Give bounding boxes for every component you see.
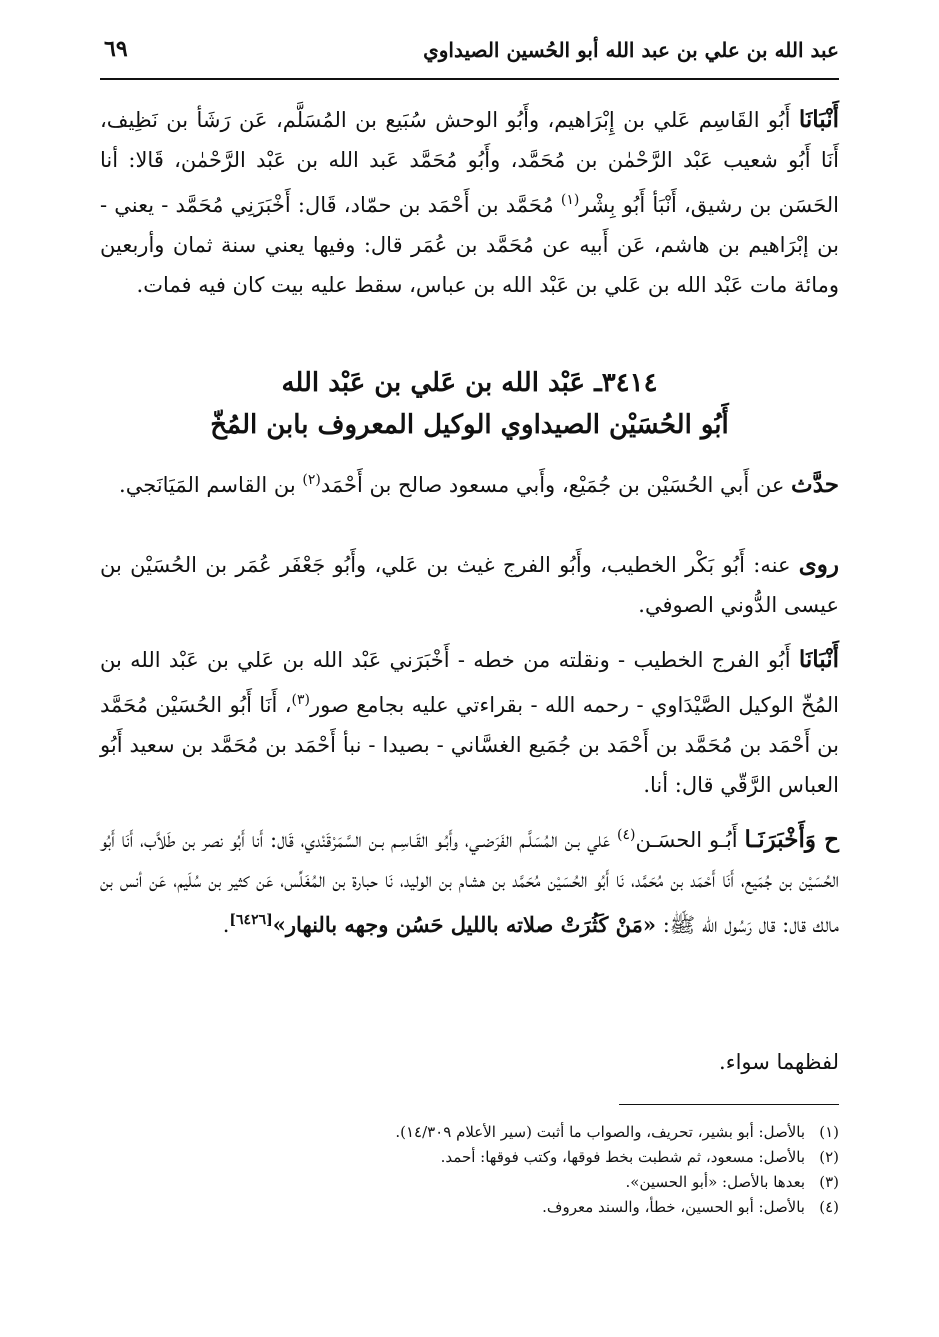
- footnote-text: بالأصل: مسعود، ثم شطبت بخط فوقها، وكتب فوقها: أحمد.: [440, 1148, 805, 1166]
- paragraph-lead: أَنْبَانَا: [798, 646, 839, 673]
- footnote-number: (٢): [819, 1148, 839, 1166]
- page-number: ٦٩: [104, 36, 128, 62]
- footnote-marker-2[interactable]: (٢): [302, 472, 321, 488]
- footnote-divider: [619, 1104, 839, 1105]
- running-header: [100, 34, 839, 80]
- entry-heading-line-1: ٣٤١٤ـ عَبْد الله بن عَلي بن عَبْد الله: [281, 368, 658, 398]
- paragraph-text: بن القاسم المَيَانَجي.: [119, 473, 303, 497]
- footnote-4: [150, 1195, 839, 1220]
- footnote-3: [150, 1170, 839, 1195]
- paragraph-1: [100, 100, 839, 360]
- hadith-reference: [٦٤٢٦]: [229, 912, 273, 928]
- entry-heading: [100, 362, 839, 446]
- paragraph-lead: روى: [798, 551, 839, 578]
- footnote-text: بعدها بالأصل: «أبو الحسين».: [625, 1173, 805, 1191]
- footnote-marker-3[interactable]: (٣): [291, 692, 310, 708]
- footnote-1: [150, 1120, 839, 1145]
- paragraph-text: أَبُو الفرج الخطيب - ونقلته من خطه - أَخْبَرَني عَبْد الله بن عَلي بن عَبْد الله بن المُخّ الوكيل الصَّيْدَاوي - رحمه الله - بقراءتي عليه بجامع صور: [100, 648, 839, 717]
- paragraph-6: [100, 1042, 839, 1082]
- paragraph-4: [100, 640, 839, 805]
- entry-heading-line-2: أَبُو الحُسَيْن الصيداوي الوكيل المعروف بابن المُخّ: [210, 410, 729, 440]
- paragraph-text: عنه: أَبُو بَكْر الخطيب، وأَبُو الفرج غيث بن عَلي، وأَبُو جَعْفَر عُمَر بن الحُسَيْن بن عيسى الدُّوني الصوفي.: [100, 553, 839, 617]
- paragraph-text: أَبُـو الحسَـن: [635, 828, 745, 852]
- footnote-number: (٣): [819, 1173, 839, 1191]
- footnote-2: [150, 1145, 839, 1170]
- paragraph-text: لفظهما سواء.: [719, 1050, 839, 1074]
- paragraph-text: أَبُو القَاسِم عَلي بن إِبْرَاهيم، وأَبُو الوحش سُبَيع بن المُسَلَّم، عَن رَشَأ بن نَظِيف، أَنَا أَبُو شعيب عَبْد الرَّحْمٰن بن مُحَمَّد، وأَبُو مُحَمَّد عَبد الله بن عَبْد الرَّحْمٰن، قَالا: أنا الحَسَن بن رشيق، أَنْبَأ أَبُو بِشْر: [100, 108, 839, 217]
- footnote-text: بالأصل: أبو بشير، تحريف، والصواب ما أثبت (سير الأعلام ١٤/٣٠٩).: [395, 1123, 805, 1141]
- footnote-text: بالأصل: أبو الحسين، خطأ، والسند معروف.: [542, 1198, 805, 1216]
- paragraph-3: [100, 545, 839, 625]
- footnote-number: (١): [819, 1123, 839, 1141]
- running-title: عبد الله بن علي بن عبد الله أبو الحُسين الصيداوي: [423, 38, 839, 62]
- paragraph-text: عن أَبي الحُسَيْن بن جُمَيْع، وأَبي مسعود صالح بن أَحْمَد: [320, 473, 792, 497]
- footnote-number: (٤): [819, 1198, 839, 1216]
- paragraph-2: [100, 460, 839, 505]
- footnotes: [150, 1120, 839, 1220]
- paragraph-lead: حدَّث: [791, 471, 839, 498]
- paragraph-text: ، أَنَا أَبُو الحُسَيْن مُحَمَّد بن أَحْمَد بن مُحَمَّد بن أَحْمَد بن جُمَيع الغسَّاني - بصيدا - نبأ أَحْمَد بن مُحَمَّد بن سعيد أَبُو العباس الرَّقّي قال: أنا.: [100, 693, 839, 797]
- hadith-text: «مَنْ كَثُرَتْ صلاته بالليل حَسُن وجهه بالنهار»: [272, 912, 657, 937]
- footnote-marker-4[interactable]: (٤): [616, 827, 636, 843]
- footnote-marker-1[interactable]: (١): [560, 192, 580, 208]
- paragraph-lead: أَنْبَانَا: [798, 106, 839, 133]
- paragraph-5: [100, 815, 839, 945]
- paragraph-end: .: [222, 913, 230, 937]
- paragraph-text: عَلي بـن المُسَلَّـم الفَرَضـي، وأَبُـو القَـاسِـم بـن السَّمَرْقَنْدي، قَال: أَنا أَبُو نصر بن طَلاَّب، أَنَا أَبُو الحُسَيْن بن جُمَيع، أَنَا أَحْمَد بن مُحَمَّد، نَا أَبُو الحُسَيْن مُحَمَّد بن هشام بن الوليد، نَا حبارة بن المُغَلِّس، عَن كثير بن سُلَيم، عَن أنس بن مالك قال: قال رَسُول الله ﷺ:: [100, 828, 839, 937]
- paragraph-text: مُحَمَّد بن أَحْمَد بن حمّاد، قَال: أَخْبَرَنِي مُحَمَّد - يعني - بن إبْرَاهيم بن هاشم، عَن أَبيه عن مُحَمَّد بن عُمَر قال: وفيها يعني سنة ثمان وأربعين ومائة مات عَبْد الله بن عَلي بن عَبْد الله بن عباس، سقط عليه بيت كان فيه فمات.: [100, 193, 839, 297]
- paragraph-lead: ح وَأَخْبَرَنَـا: [744, 826, 839, 853]
